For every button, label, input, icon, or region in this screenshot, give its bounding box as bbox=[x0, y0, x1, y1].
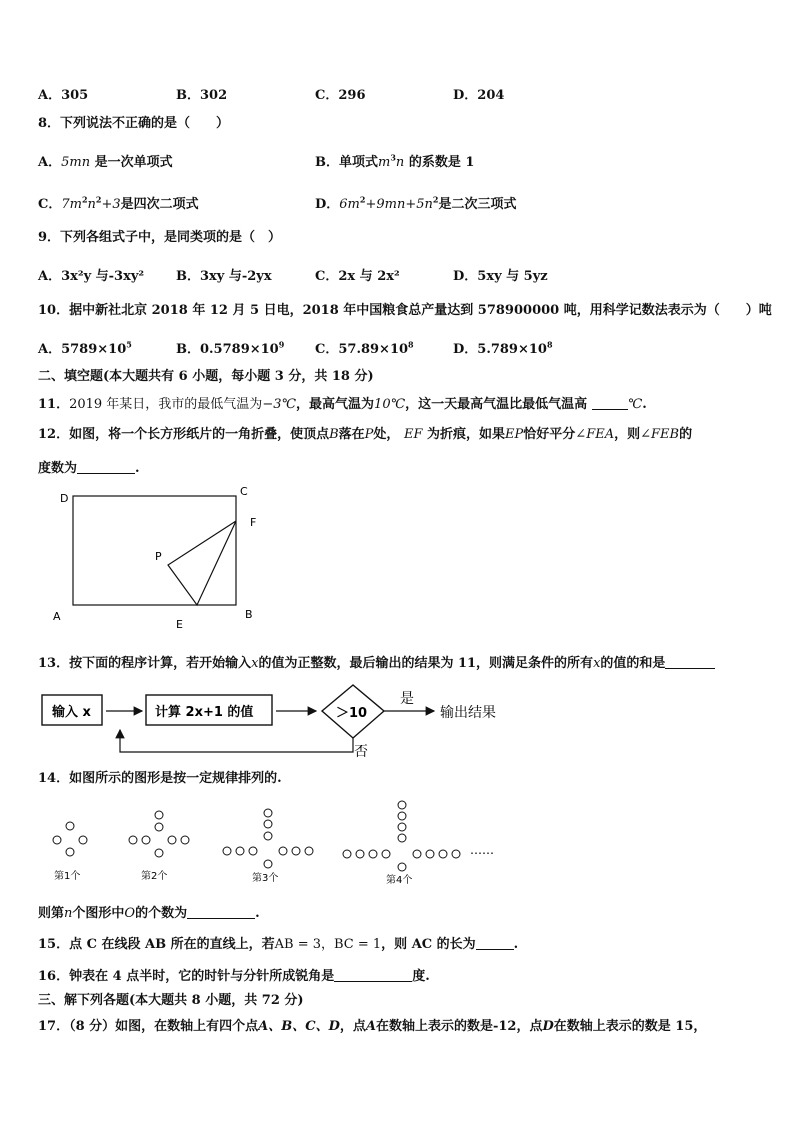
q9-option-d: D．5xy 与 5yz bbox=[453, 269, 548, 284]
q14-stem: 14．如图所示的图形是按一定规律排列的. bbox=[38, 771, 282, 786]
q12-line1: 12．如图，将一个长方形纸片的一角折叠，使顶点B落在P处， EF 为折痕，如果EP恰好平分∠FEA，则∠FEB的 bbox=[38, 427, 693, 442]
label-P: P bbox=[155, 550, 162, 563]
q9-option-c: C．2x 与 2x² bbox=[315, 269, 400, 284]
q8-option-b: B．单项式$m^3n$ 的系数是 1 bbox=[315, 152, 475, 170]
section-3-heading: 三、解下列各题(本大题共 8 小题，共 72 分) bbox=[38, 993, 304, 1008]
q7-option-d: D．204 bbox=[453, 88, 505, 103]
arrow-no-loop bbox=[120, 730, 353, 752]
q15-answer-blank[interactable] bbox=[476, 935, 514, 950]
pattern-label-2: 第2个 bbox=[141, 871, 168, 882]
q14-answer-blank[interactable] bbox=[187, 904, 255, 919]
q10-stem: 10．据中新社北京 2018 年 12 月 5 日电，2018 年中国粮食总产量达到 578900000 吨，用科学记数法表示为（ ）吨 bbox=[38, 303, 772, 318]
pattern-3 bbox=[223, 809, 313, 868]
q12-line2: 度数为 . bbox=[38, 461, 140, 476]
label-F: F bbox=[250, 516, 257, 529]
q15: 15．点 C 在线段 AB 所在的直线上，若AB = 3，BC = 1，则 AC 的长为 . bbox=[38, 937, 519, 952]
section-2-heading: 二、填空题(本大题共有 6 小题，每小题 3 分，共 18 分) bbox=[38, 369, 374, 384]
q13-flowchart bbox=[38, 680, 518, 762]
pattern-2 bbox=[129, 811, 189, 857]
fold-triangle bbox=[168, 521, 236, 605]
q12-figure bbox=[40, 482, 280, 632]
pattern-label-4: 第4个 bbox=[386, 875, 413, 886]
label-C: C bbox=[240, 485, 248, 498]
q8-option-d: D．$6m^2+9mn+5n^2$是二次三项式 bbox=[315, 194, 517, 212]
q13-stem: 13．按下面的程序计算，若开始输入x的值为正整数，最后输出的结果为 11，则满足条件的所有x的值的和是 bbox=[38, 654, 758, 673]
q16: 16．钟表在 4 点半时，它的时针与分针所成锐角是 度. bbox=[38, 969, 430, 984]
q13-answer-blank[interactable] bbox=[665, 654, 715, 669]
q9-option-b: B．3xy 与-2yx bbox=[176, 269, 272, 284]
q7-option-b: B．302 bbox=[176, 88, 228, 103]
q11: 11．2019 年某日，我市的最低气温为−3℃，最高气温为10℃，这一天最高气温比最低气温高 ℃. bbox=[38, 397, 647, 412]
pattern-label-3: 第3个 bbox=[252, 873, 279, 884]
label-D: D bbox=[60, 492, 69, 505]
pattern-label-1: 第1个 bbox=[54, 871, 81, 882]
q8-stem: 8．下列说法不正确的是（ ） bbox=[38, 116, 230, 131]
calc-label: 计算 2x+1 的值 bbox=[155, 705, 254, 720]
q12-answer-blank[interactable] bbox=[77, 459, 135, 474]
input-label: 输入 x bbox=[52, 705, 91, 720]
q16-answer-blank[interactable] bbox=[334, 967, 412, 982]
label-A: A bbox=[53, 610, 61, 623]
q8-option-a: A．5mn 是一次单项式 bbox=[38, 155, 173, 170]
q14-pattern-figure bbox=[40, 795, 520, 890]
q10-option-c: C．$57.89\times 10^8$ bbox=[315, 339, 414, 357]
q7-option-a: A．305 bbox=[38, 88, 89, 103]
yes-label: 是 bbox=[400, 691, 414, 707]
q9-option-a: A．3x²y 与-3xy² bbox=[38, 269, 145, 284]
q8-option-c: C．$7m^2n^2+3$是四次二项式 bbox=[38, 194, 199, 212]
pattern-1 bbox=[53, 822, 87, 856]
q11-answer-blank[interactable] bbox=[592, 395, 628, 410]
output-label: 输出结果 bbox=[440, 705, 496, 721]
pattern-4 bbox=[343, 801, 460, 871]
q17-stem: 17．（8 分）如图，在数轴上有四个点A、B、C、D，点A在数轴上表示的数是-12，点D在数轴上表示的数是 15， bbox=[38, 1019, 707, 1034]
q10-option-d: D．$5.789\times 10^8$ bbox=[453, 339, 553, 357]
q7-option-c: C．296 bbox=[315, 88, 366, 103]
no-label: 否 bbox=[354, 744, 368, 760]
q10-option-b: B．$0.5789\times 10^9$ bbox=[176, 339, 285, 357]
q9-stem: 9．下列各组式子中，是同类项的是（ ） bbox=[38, 230, 282, 245]
q14-answer-line: 则第n个图形中O的个数为 . bbox=[38, 906, 260, 921]
label-E: E bbox=[176, 618, 183, 631]
pattern-ellipsis: …… bbox=[470, 843, 494, 857]
label-B: B bbox=[245, 608, 253, 621]
condition-label: ＞10 bbox=[336, 706, 368, 721]
q10-option-a: A．$5789\times 10^5$ bbox=[38, 339, 132, 357]
